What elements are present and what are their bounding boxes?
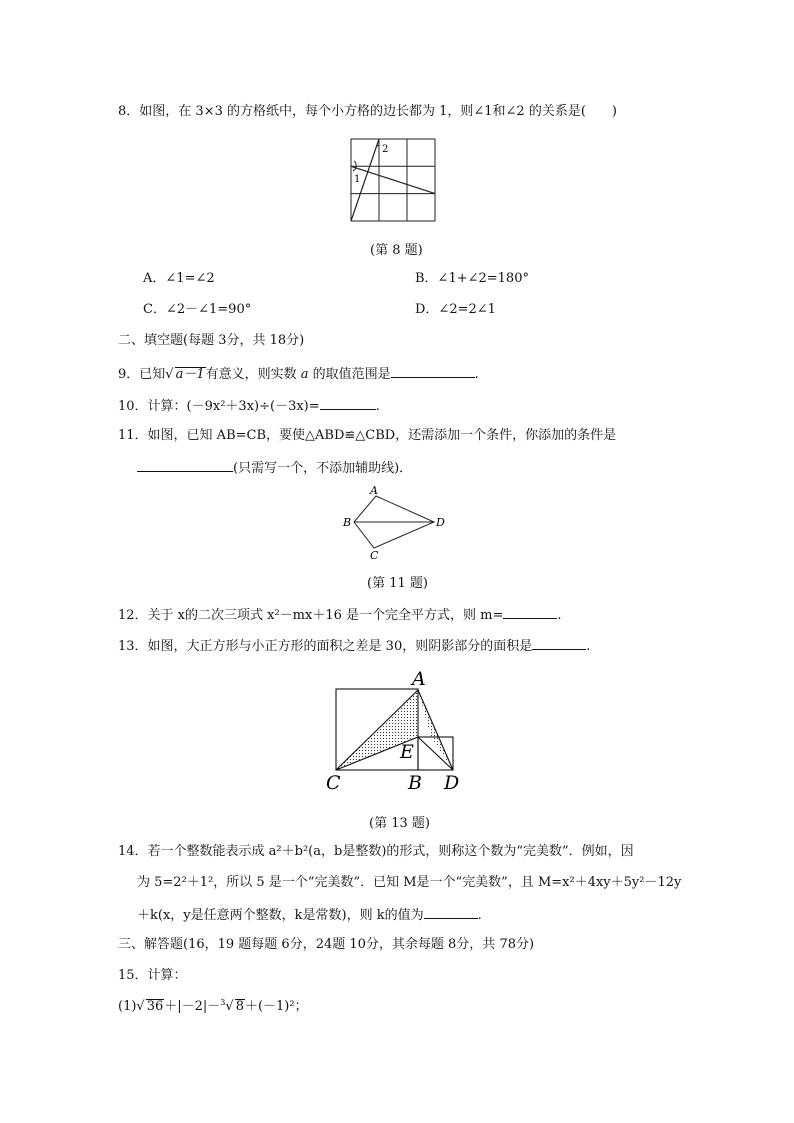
q11-line2: (只需写一个，不添加辅助线)． bbox=[137, 458, 412, 478]
q13-text: 13．如图，大正方形与小正方形的面积之差是 30，则阴影部分的面积是 bbox=[118, 639, 533, 654]
q13-label-b: B bbox=[408, 772, 422, 794]
q13-caption: (第 13 题) bbox=[369, 816, 430, 831]
q15-root-index: 3 bbox=[220, 998, 226, 1007]
q10: 10．计算：(－9x²＋3x)÷(－3x)= . bbox=[118, 396, 380, 416]
q12: 12．关于 x的二次三项式 x²－mx＋16 是一个完全平方式，则 m= . bbox=[118, 605, 562, 625]
q12-text: 12．关于 x的二次三项式 x²－mx＋16 是一个完全平方式，则 m= bbox=[118, 608, 504, 623]
q11-label-c: C bbox=[370, 549, 379, 562]
q14-line2: 为 5=2²＋1²，所以 5 是一个“完美数”．已知 M是一个“完美数”，且 M=x²＋4xy＋5y²－12y bbox=[137, 875, 682, 890]
q13-label-c: C bbox=[326, 772, 341, 794]
radical-sign-icon: √ bbox=[136, 999, 145, 1014]
q13-label-a: A bbox=[412, 668, 426, 690]
q9-pre: 9．已知 bbox=[118, 367, 166, 382]
q14-line1: 14．若一个整数能表示成 a²＋b²(a，b是整数)的形式，则称这个数为“完美数”．例如，因 bbox=[118, 844, 634, 859]
q8-option-b: B．∠1+∠2=180° bbox=[415, 271, 529, 286]
q9-radicand: a－1 bbox=[175, 367, 205, 382]
q11-line1: 11．如图，已知 AB=CB，要使△ABD≌△CBD，还需添加一个条件，你添加的条件是 bbox=[118, 428, 617, 443]
q13-label-e: E bbox=[400, 741, 414, 763]
q8-stem: 8．如图，在 3×3 的方格纸中，每个小方格的边长都为 1，则∠1和∠2 的关系是( ) bbox=[118, 104, 617, 119]
q9-var: a bbox=[300, 367, 309, 382]
q9-answer-blank bbox=[391, 364, 475, 378]
q11-kite-figure bbox=[340, 482, 450, 562]
q11-answer-blank bbox=[137, 458, 233, 472]
q8-option-d: D．∠2=2∠1 bbox=[415, 302, 496, 317]
radical-sign-icon: √ bbox=[225, 999, 234, 1014]
q8-option-c: C．∠2－∠1=90° bbox=[143, 302, 252, 317]
radical-sign-icon: √ bbox=[165, 367, 174, 382]
q8-angle2-label: 2 bbox=[382, 144, 389, 155]
q11-label-d: D bbox=[436, 516, 445, 529]
section2-heading: 二、填空题(每题 3分，共 18分) bbox=[118, 333, 305, 348]
q9: 9．已知√ a－1有意义，则实数 a 的取值范围是 . bbox=[118, 364, 479, 384]
section3-heading: 三、解答题(16，19 题每题 6分，24题 10分，其余每题 8分，共 78分) bbox=[118, 937, 535, 952]
q9-post: 的取值范围是 bbox=[308, 367, 391, 382]
q12-answer-blank bbox=[503, 605, 557, 619]
q11-caption: (第 11 题) bbox=[367, 576, 428, 591]
q13: 13．如图，大正方形与小正方形的面积之差是 30，则阴影部分的面积是 . bbox=[118, 636, 590, 656]
q8-option-a: A．∠1=∠2 bbox=[143, 271, 215, 286]
q14-answer-blank bbox=[424, 905, 478, 919]
q10-answer-blank bbox=[320, 396, 376, 410]
q13-answer-blank bbox=[532, 636, 586, 650]
q15-part1: (1)√ 36＋|－2|－$^3$√ 8＋(－1)²； bbox=[118, 998, 308, 1014]
q9-mid: 有意义，则实数 bbox=[205, 367, 301, 382]
q15-title: 15．计算： bbox=[118, 968, 187, 983]
q15-sqrt-radicand: 36 bbox=[146, 999, 164, 1014]
q13-label-d: D bbox=[444, 772, 460, 794]
q8-angle1-label: 1 bbox=[354, 174, 361, 185]
q8-caption: (第 8 题) bbox=[370, 243, 423, 258]
q13-squares-figure bbox=[322, 668, 472, 798]
q11-label-a: A bbox=[370, 484, 378, 497]
q15-cuberoot-radicand: 8 bbox=[235, 999, 244, 1014]
q8-grid-figure bbox=[350, 138, 436, 224]
q10-text: 10．计算：(－9x²＋3x)÷(－3x)= bbox=[118, 399, 320, 414]
q11-label-b: B bbox=[343, 516, 352, 529]
q14-line3: ＋k(x，y是任意两个整数，k是常数)，则 k的值为 . bbox=[137, 905, 482, 925]
